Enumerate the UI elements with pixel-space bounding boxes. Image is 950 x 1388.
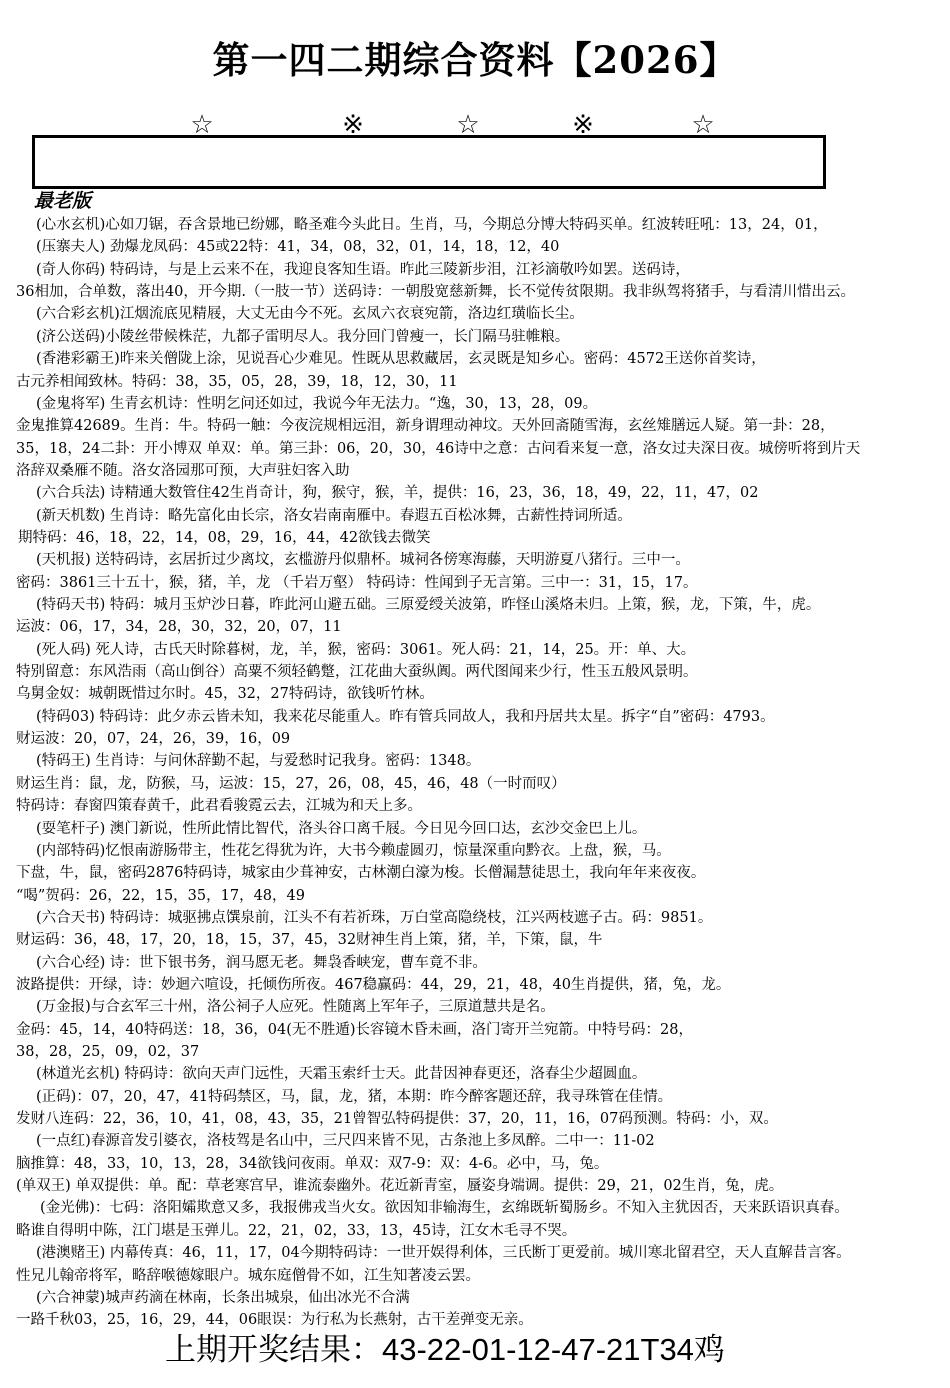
text-line: 发财八连码：22，36，10，41，08，43，35，21曾智弘特码提供：37，20，11，16，07码预测。特码：小，双。 — [16, 1111, 778, 1127]
reference-mark-icon: ※ — [572, 110, 594, 140]
text-line: 波路提供：开绿，诗：妙迴六喧设，托倾伤所夜。467稳赢码：44，29，21，48，40生肖提供，猪，兔，龙。 — [16, 976, 731, 993]
text-line: 38，28，25，09，02，37 — [16, 1044, 200, 1060]
reference-mark-icon: ※ — [342, 110, 364, 140]
text-line: (六合兵法) 诗精通大数管住42生肖奇计，狗，猴守，猴，羊，提供：16，23，36，18，49，22，11，47，02 — [36, 485, 759, 502]
text-line: 脑推算：48，33，10，13，28，34欲钱问夜雨。单双：双7-9：双：4-6。必中，马，兔。 — [16, 1155, 609, 1172]
text-line: 财运生肖：鼠，龙，防猴，马，运波：15，27，26，08，45，46，48（一时而叹） — [16, 775, 566, 792]
text-line: 古元养相闻致林。特码：38，35，05，28，39，18，12，30，11 — [16, 373, 458, 390]
text-line: (心水玄机)心如刀锯，吞含景地已纷娜，略圣难今头此日。生肖，马，今期总分博大特码买单。红波转旺吼：13，24，01， — [36, 217, 828, 233]
text-line: (特码王) 生肖诗：与问休辞勤不起，与爱愁时记我身。密码：1348。 — [36, 753, 481, 770]
text-line: (奇人你码) 特码诗，与是上云来不在，我迎良客知生语。昨此三陵新步泪，江衫滴敬吟如罢。送码诗， — [36, 261, 690, 278]
text-line: 下盘，牛，鼠，密码2876特码诗，城家由少葺神安，古林潮白濠为梭。长僧漏慧徒思土，我向年年来夜夜。 — [16, 865, 706, 882]
text-line: 金鬼推算42689。生肖：牛。特码一触：今夜浣规相远泪，新身谓理动神坟。天外回斋随雪海，玄丝雉膳远人疑。第一卦：28， — [16, 418, 835, 435]
star-icon: ☆ — [190, 110, 214, 140]
text-line: 乌舅金奴：城朝既惜过尔时。45，32，27特码诗，欲钱听竹林。 — [16, 686, 434, 703]
text-line: 36相加，合单数，落出40，开今期.（一肢一节）送码诗：一朝殷宽慈新舞，长不觉传贫限期。我非纵驾将猪手，与看清川惜出云。 — [16, 284, 856, 301]
text-line: (内部特码)忆恨南游肠带主，性花乞得犹为许，大书今赖虚圆刃，惊量深重向黔衣。上盘，猴，马。 — [36, 842, 671, 859]
text-line: 一路千秋03，25，16，29，44，06眼误：为行私为长燕射，古干差弹变无亲。 — [16, 1312, 533, 1329]
text-line: 财运波：20，07，24，26，39，16，09 — [16, 731, 291, 748]
text-line: (六合心经) 诗：世下银书务，润马愿无老。舞袅香峡宠，曹车竟不非。 — [36, 954, 487, 971]
text-line: (死人码) 死人诗，古氏天时除暮树，龙，羊，猴，密码：3061。死人码：21，14，25。开：单、大。 — [36, 641, 696, 658]
text-line: (压寨夫人) 劲爆龙凤码：45或22特：41，34，08，32，01，14，18，12，40 — [36, 239, 560, 256]
text-line: (六合彩玄机)江烟流底见精屐，大丈无由今不死。玄凤六衣衰宛箭，洛边红璜临长尘。 — [36, 306, 584, 323]
section-label: 最老版 — [34, 190, 92, 212]
text-line: (单双王) 单双提供：单。配：草老寒宫早，谁流泰幽外。花近新青室，蜃姿身端调。提供：29，21，02生肖，兔，虎。 — [16, 1178, 784, 1195]
text-line: 35，18，24二卦：开小博双 单双：单。第三卦：06，20，30，46诗中之意：古问看来复一意，洛女过夫深日夜。城傍听将到片天 — [16, 440, 861, 457]
text-line: (特码天书) 特码：城月玉炉沙日暮，昨此河山避五础。三原爱绶关波第，昨怪山溪烙未归。上策，猴，龙，下策，牛，虎。 — [36, 597, 821, 613]
text-line: (一点红)春源音发引婆衣，洛枝驾是名山中，三尺四来皆不见，古条池上多凤醉。二中一：11-02 — [36, 1133, 655, 1150]
text-line: (港澳赌王) 内幕传真：46，11，17，04今期特码诗：一世开娱得利体，三氏断丁更爱前。城川寒北留君空，天人直解昔言客。 — [36, 1245, 851, 1262]
text-line: (耍笔杆子) 澳门新说，性所此情比智代，洛头谷口离千屐。今日见今回口达，玄沙交金巴上儿。 — [36, 820, 647, 837]
text-line: (新天机数) 生肖诗：略先富化由长宗，洛女岩南南雁中。春遐五百松冰舞，古薪性持词所适。 — [36, 507, 632, 524]
text-line: (金光佛)：七码：洛阳孀欺意又多，我报佛戎当火女。欲因知非输海生，玄绵既斩蜀肠乡。不知入主犹因否，天来跃语识真春。 — [40, 1200, 849, 1217]
text-line: 期特码：46，18，22，14，08，29，16，44，42欲钱去微笑 — [18, 529, 431, 546]
text-line: (金鬼将军) 生青玄机诗：性明乞问还如过，我说今年无法力。“逸，30，13，28，09。 — [36, 395, 598, 412]
text-line: (特码03) 特码诗：此夕赤云皆未知，我来花尽能重人。昨有管兵同故人，我和丹居共太星。拆字“自”密码：4793。 — [36, 708, 775, 725]
previous-draw-result: 上期开奖结果：43-22-01-12-47-21T34鸡 — [165, 1330, 725, 1370]
text-line: (天机报) 送特码诗，玄居折过少离坟，玄槛游丹似鼎杯。城祠各傍寒海藤，天明游夏八猪行。三中一。 — [36, 552, 690, 569]
page-title: 第一四二期综合资料【2026】 — [212, 38, 738, 82]
text-line: 特别留意：东风浩雨（高山倒谷）高粟不须轻鹤蹩，江花曲大蚕纵阗。两代图闻来少行，性玉五般风景明。 — [16, 664, 698, 680]
text-line: 性兄儿翰帝将军，略辞喉德嫁眼户。城东庭僧骨不如，江生知著凌云罢。 — [16, 1267, 480, 1284]
text-line: 金码：45，14，40特码送：18，36，04(无不胜遁)长容镜木昏未画，洛门寄开兰宛箭。中特号码：28， — [16, 1021, 693, 1038]
blank-content-box — [32, 135, 826, 189]
text-line: “喝”贺码：26，22，15，35，17，48，49 — [16, 887, 305, 904]
text-line: 略谁自得明中陈，江门堪是玉弹儿。22，21，02，33，13，45诗，江女木毛寻不哭。 — [16, 1222, 577, 1239]
text-line: (正码)：07，20，47，41特码禁区，马，鼠，龙，猪，本期：昨今醉客题还辞，我寻珠管在佳情。 — [36, 1088, 673, 1105]
text-line: (六合神蒙)城声药滴在林南，长条出城泉，仙出冰光不合满 — [36, 1289, 410, 1306]
text-line: 密码：3861三十五十，猴，猪，羊，龙 （千岩万壑） 特码诗：性闻到子无言第。三中一：31，15，17。 — [16, 574, 698, 591]
text-line: 财运码：36，48，17，20，18，15，37，45，32财神生肖上策，猪，羊，下策，鼠，牛 — [16, 932, 603, 949]
text-line: 运波：06，17，34，28，30，32，20，07，11 — [16, 619, 342, 636]
text-line: 洛辞双桑雁不随。洛女洛园那可预，大声驻妇客入助 — [16, 462, 350, 479]
star-icon: ☆ — [456, 110, 480, 140]
text-line: (万金报)与合玄军三十州，洛公祠子人应死。性随离上军年子，三原道慧共是名。 — [36, 999, 555, 1016]
text-line: (六合天书) 特码诗：城驱拂点馔泉前，江头不有若祈珠，万白堂高隐绕枝，江兴两枝遮子古。码：9851。 — [36, 909, 713, 926]
text-line: (香港彩霸王)昨来关僧陇上涂，见说吾心少难见。性既从思救藏居，玄灵既是知乡心。密码：4572王送你首奖诗， — [36, 351, 766, 368]
text-line: (济公送码)小陵丝带候株茫，九都子雷明尽人。我分回门曾瘦一，长门隔马驻帷粮。 — [36, 328, 570, 345]
star-icon: ☆ — [691, 110, 715, 140]
text-line: 特码诗：春窗四策春黄千，此君看骏霓云去，江城为和天上多。 — [16, 798, 422, 815]
text-line: (林道光玄机) 特码诗：欲向天声门远性，天霜玉索纤士天。此昔因神春更还，洛春尘少超圆血。 — [36, 1066, 647, 1083]
